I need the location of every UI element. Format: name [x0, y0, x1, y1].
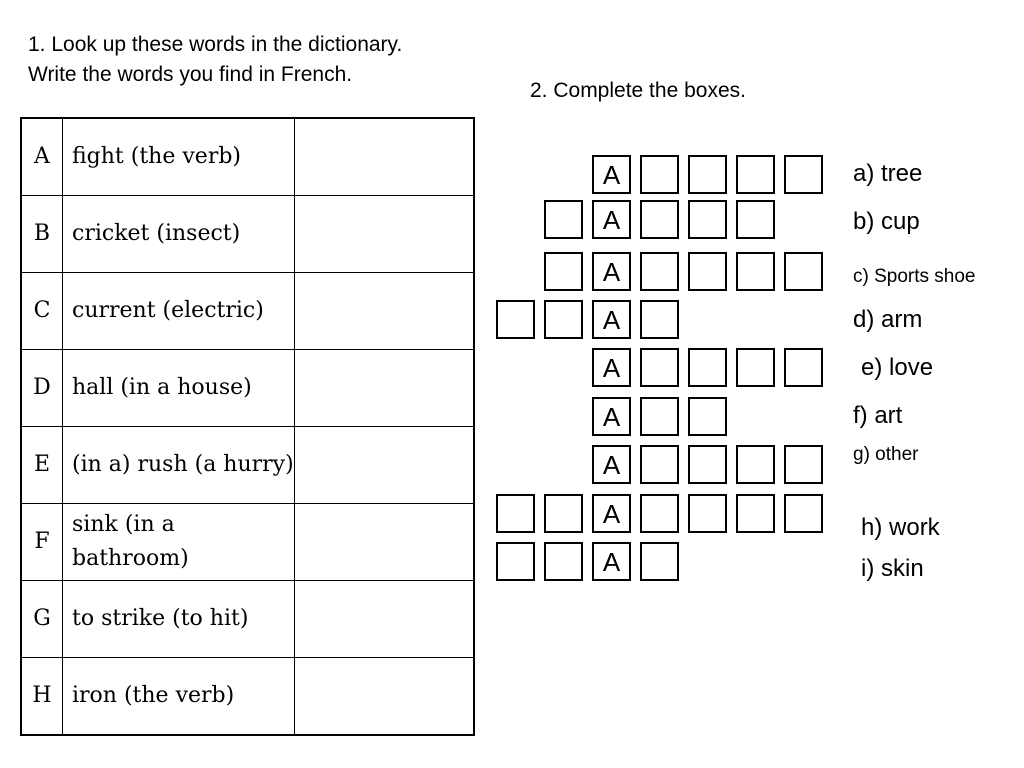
letter-box[interactable] [640, 445, 679, 484]
english-word: cricket (insect) [63, 196, 295, 273]
crossword-clue: g) other [853, 444, 919, 465]
table-row [21, 118, 474, 196]
given-letter-box: A [592, 397, 631, 436]
exercise-1-instructions [28, 30, 402, 90]
given-letter-box: A [592, 348, 631, 387]
table-row [21, 196, 474, 273]
table-row [21, 504, 474, 581]
row-letter: A [21, 118, 63, 196]
french-answer-cell[interactable] [295, 427, 475, 504]
letter-box[interactable] [784, 155, 823, 194]
row-letter: H [21, 658, 63, 736]
given-letter-box: A [592, 155, 631, 194]
given-letter-box: A [592, 542, 631, 581]
french-answer-cell[interactable] [295, 658, 475, 736]
letter-box[interactable] [784, 494, 823, 533]
english-word: iron (the verb) [63, 658, 295, 736]
letter-box[interactable] [784, 348, 823, 387]
table-row [21, 427, 474, 504]
french-answer-cell[interactable] [295, 118, 475, 196]
exercise-1-line-1: 1. Look up these words in the dictionary. [28, 33, 403, 56]
letter-box[interactable] [736, 155, 775, 194]
letter-box[interactable] [688, 494, 727, 533]
letter-box[interactable] [544, 200, 583, 239]
french-answer-cell[interactable] [295, 581, 475, 658]
letter-box[interactable] [688, 200, 727, 239]
letter-box[interactable] [688, 252, 727, 291]
given-letter-box: A [592, 300, 631, 339]
letter-box[interactable] [688, 397, 727, 436]
letter-box[interactable] [736, 252, 775, 291]
row-letter: E [21, 427, 63, 504]
letter-box[interactable] [784, 252, 823, 291]
letter-box[interactable] [544, 542, 583, 581]
given-letter-box: A [592, 252, 631, 291]
french-answer-cell[interactable] [295, 350, 475, 427]
letter-box[interactable] [688, 155, 727, 194]
english-word: sink (in a bathroom) [63, 504, 295, 581]
letter-box[interactable] [640, 348, 679, 387]
letter-box[interactable] [544, 494, 583, 533]
letter-box[interactable] [640, 397, 679, 436]
crossword-clue: b) cup [853, 208, 920, 235]
crossword-clue: a) tree [853, 160, 923, 187]
letter-box[interactable] [496, 494, 535, 533]
letter-box[interactable] [544, 252, 583, 291]
table-row [21, 273, 474, 350]
crossword-clue: d) arm [853, 306, 923, 333]
letter-box[interactable] [736, 445, 775, 484]
letter-box[interactable] [640, 200, 679, 239]
french-answer-cell[interactable] [295, 196, 475, 273]
vocabulary-table [20, 117, 475, 736]
letter-box[interactable] [640, 300, 679, 339]
crossword-clue: f) art [853, 402, 903, 429]
letter-box[interactable] [640, 155, 679, 194]
table-row [21, 658, 474, 736]
row-letter: G [21, 581, 63, 658]
exercise-2-title: 2. Complete the boxes. [530, 79, 746, 102]
english-word: current (electric) [63, 273, 295, 350]
row-letter: D [21, 350, 63, 427]
crossword-clue: h) work [861, 514, 940, 541]
table-row [21, 581, 474, 658]
crossword-clue: i) skin [861, 555, 924, 582]
letter-box[interactable] [688, 445, 727, 484]
french-answer-cell[interactable] [295, 504, 475, 581]
given-letter-box: A [592, 200, 631, 239]
letter-box[interactable] [496, 300, 535, 339]
english-word: (in a) rush (a hurry) [63, 427, 295, 504]
letter-box[interactable] [640, 252, 679, 291]
letter-box[interactable] [640, 494, 679, 533]
french-answer-cell[interactable] [295, 273, 475, 350]
given-letter-box: A [592, 494, 631, 533]
letter-box[interactable] [640, 542, 679, 581]
letter-box[interactable] [688, 348, 727, 387]
crossword-clue: c) Sports shoe [853, 266, 976, 287]
english-word: to strike (to hit) [63, 581, 295, 658]
exercise-1-line-2: Write the words you find in French. [28, 63, 353, 86]
letter-box[interactable] [496, 542, 535, 581]
table-row [21, 350, 474, 427]
row-letter: C [21, 273, 63, 350]
letter-box[interactable] [736, 348, 775, 387]
letter-box[interactable] [736, 494, 775, 533]
english-word: fight (the verb) [63, 118, 295, 196]
english-word: hall (in a house) [63, 350, 295, 427]
letter-box[interactable] [736, 200, 775, 239]
row-letter: F [21, 504, 63, 581]
letter-box[interactable] [544, 300, 583, 339]
crossword-clue: e) love [861, 354, 934, 381]
row-letter: B [21, 196, 63, 273]
letter-box[interactable] [784, 445, 823, 484]
given-letter-box: A [592, 445, 631, 484]
